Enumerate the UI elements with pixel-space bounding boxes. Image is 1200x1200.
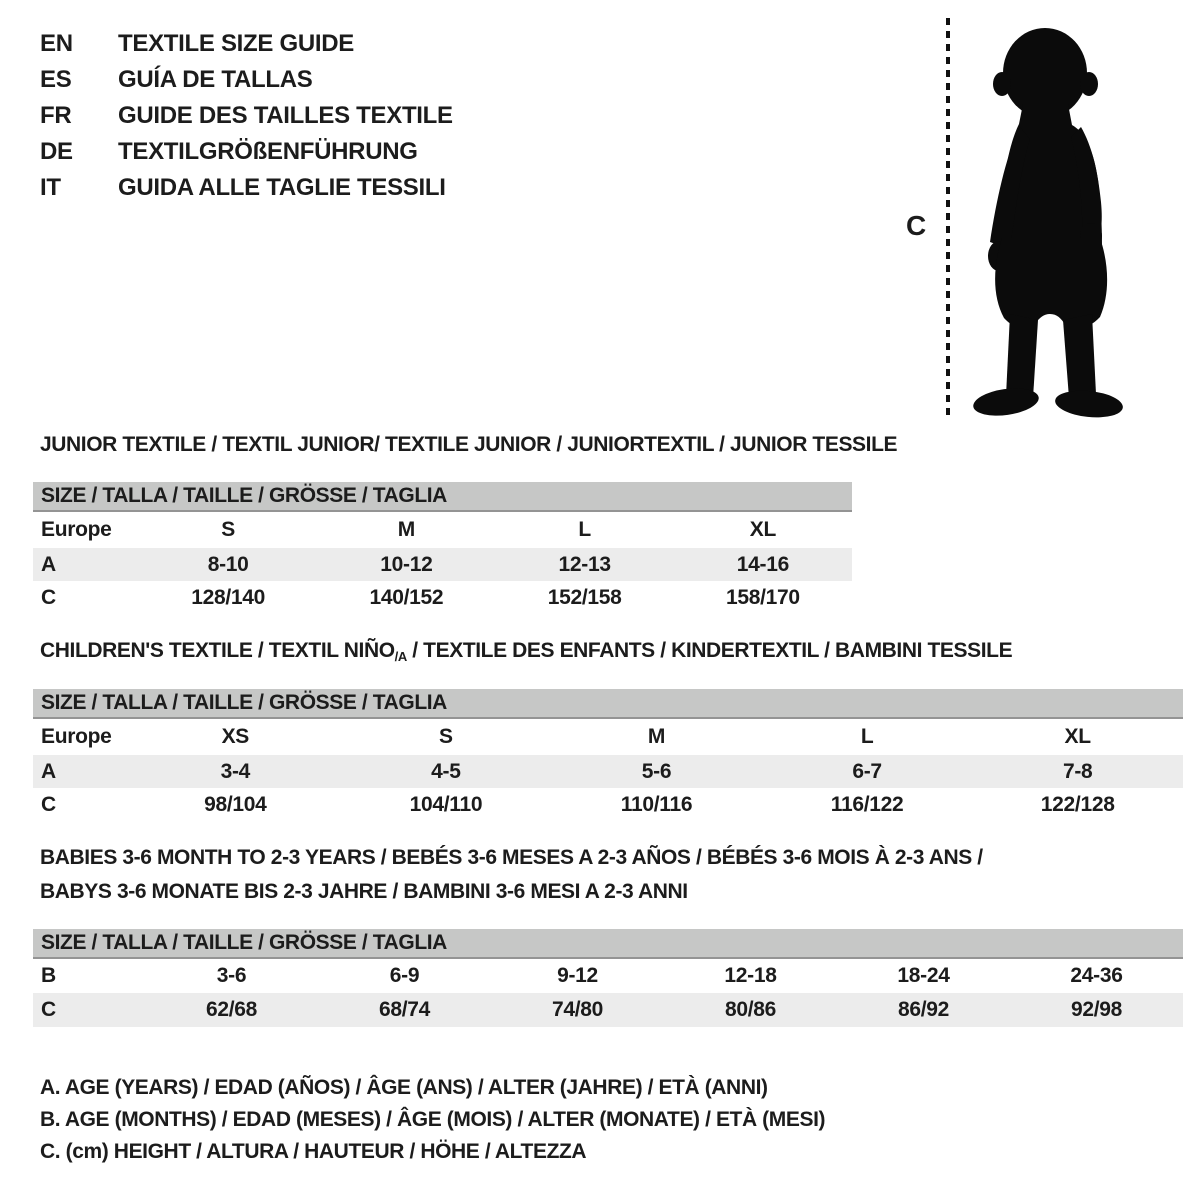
language-row [40, 98, 453, 134]
table-cell: 152/158 [547, 585, 622, 609]
table-cell: M [397, 518, 415, 541]
language-code: FR [40, 102, 72, 129]
language-row [40, 170, 453, 206]
table-cell: 24-36 [1070, 964, 1123, 987]
language-row [40, 134, 453, 170]
children-section-title [40, 639, 1012, 664]
babies-section-title-line2: BABYS 3-6 MONATE BIS 2-3 JAHRE / BAMBINI 3-6 MESI A 2-3 ANNI [40, 880, 688, 903]
table-cell: 5-6 [641, 759, 672, 783]
language-title: TEXTILGRÖßENFÜHRUNG [118, 138, 418, 165]
table-cell: 128/140 [191, 585, 266, 609]
height-dashed-line [946, 18, 950, 418]
table-cell: 104/110 [409, 792, 483, 816]
table-cell: 7-8 [1062, 759, 1093, 783]
language-title: GUIDE DES TAILLES TEXTILE [118, 102, 453, 129]
language-code: DE [40, 138, 73, 165]
language-title: TEXTILE SIZE GUIDE [118, 30, 354, 57]
table-row [33, 581, 852, 614]
legend-line-age-months: B. AGE (MONTHS) / EDAD (MESES) / ÂGE (MOIS) / ALTER (MONATE) / ETÀ (MESI) [40, 1108, 826, 1131]
children-title-sub: /A [394, 649, 407, 664]
table-row [33, 959, 1183, 993]
table-cell: 80/86 [724, 998, 777, 1021]
language-code: EN [40, 30, 73, 57]
table-cell: C [41, 585, 56, 609]
table-row [33, 788, 1183, 821]
table-cell: 140/152 [369, 585, 444, 609]
table-cell: L [578, 518, 591, 541]
children-title-text: / TEXTILE DES ENFANTS / KINDERTEXTIL / BAMBINI TESSILE [406, 639, 1013, 662]
language-title: GUIDA ALLE TAGLIE TESSILI [118, 174, 446, 201]
table-cell: XS [221, 725, 249, 748]
table-cell: 10-12 [380, 552, 433, 576]
table-row [33, 993, 1183, 1027]
table-cell: 8-10 [207, 552, 249, 576]
table-cell: 116/122 [830, 792, 904, 816]
table-cell: 110/116 [620, 792, 693, 816]
junior-size-table [33, 482, 852, 614]
language-list [40, 26, 453, 206]
junior-section-title: JUNIOR TEXTILE / TEXTIL JUNIOR/ TEXTILE JUNIOR / JUNIORTEXTIL / JUNIOR TESSILE [40, 433, 898, 456]
table-cell: S [439, 725, 453, 748]
table-cell: M [647, 725, 666, 748]
table-cell: A [41, 552, 56, 576]
language-row [40, 62, 453, 98]
language-code: IT [40, 174, 61, 201]
table-cell: XL [749, 518, 776, 541]
table-cell: 3-6 [216, 964, 247, 987]
size-header-bar: SIZE / TALLA / TAILLE / GRÖSSE / TAGLIA [33, 482, 852, 512]
table-cell: S [221, 518, 235, 541]
table-cell: 9-12 [557, 964, 598, 987]
table-cell: 62/68 [205, 998, 258, 1021]
table-cell: 4-5 [431, 759, 461, 783]
babies-size-table [33, 929, 1183, 1027]
table-cell: 18-24 [897, 964, 950, 987]
table-cell: 6-9 [389, 964, 420, 987]
table-cell: 86/92 [897, 998, 950, 1021]
table-cell: 12-18 [724, 964, 777, 987]
table-cell: 3-4 [220, 759, 251, 783]
height-measure-label: C [906, 210, 927, 241]
table-cell: B [41, 964, 56, 987]
table-cell: Europe [41, 725, 112, 748]
language-row [40, 26, 453, 62]
legend-line-height-cm: C. (cm) HEIGHT / ALTURA / HAUTEUR / HÖHE / ALTEZZA [40, 1140, 587, 1163]
toddler-silhouette-icon [963, 20, 1138, 420]
table-cell: Europe [41, 518, 112, 541]
table-cell: 68/74 [378, 998, 431, 1021]
table-cell: L [860, 725, 874, 748]
table-cell: XL [1064, 725, 1091, 748]
table-cell: 6-7 [852, 759, 882, 783]
table-row [33, 755, 1183, 788]
size-header-bar: SIZE / TALLA / TAILLE / GRÖSSE / TAGLIA [33, 689, 1183, 719]
table-cell: C [41, 998, 56, 1021]
table-cell: 92/98 [1070, 998, 1123, 1021]
table-cell: C [41, 792, 56, 816]
legend-line-age-years: A. AGE (YEARS) / EDAD (AÑOS) / ÂGE (ANS) / ALTER (JAHRE) / ETÀ (ANNI) [40, 1076, 768, 1099]
children-size-table [33, 689, 1183, 821]
table-cell: 12-13 [558, 552, 611, 576]
children-title-text: CHILDREN'S TEXTILE / TEXTIL NIÑO [40, 639, 395, 662]
table-cell: A [41, 759, 56, 783]
table-row [33, 719, 1183, 755]
table-cell: 14-16 [736, 552, 789, 576]
table-cell: 122/128 [1040, 792, 1115, 816]
table-cell: 98/104 [204, 792, 267, 816]
language-code: ES [40, 66, 72, 93]
babies-section-title-line1: BABIES 3-6 MONTH TO 2-3 YEARS / BEBÉS 3-6 MESES A 2-3 AÑOS / BÉBÉS 3-6 MOIS À 2-3 ANS / [40, 846, 983, 869]
table-cell: 74/80 [551, 998, 604, 1021]
table-cell: 158/170 [725, 585, 800, 609]
size-header-bar: SIZE / TALLA / TAILLE / GRÖSSE / TAGLIA [33, 929, 1183, 959]
language-title: GUÍA DE TALLAS [118, 66, 313, 93]
table-row [33, 512, 852, 548]
table-row [33, 548, 852, 581]
